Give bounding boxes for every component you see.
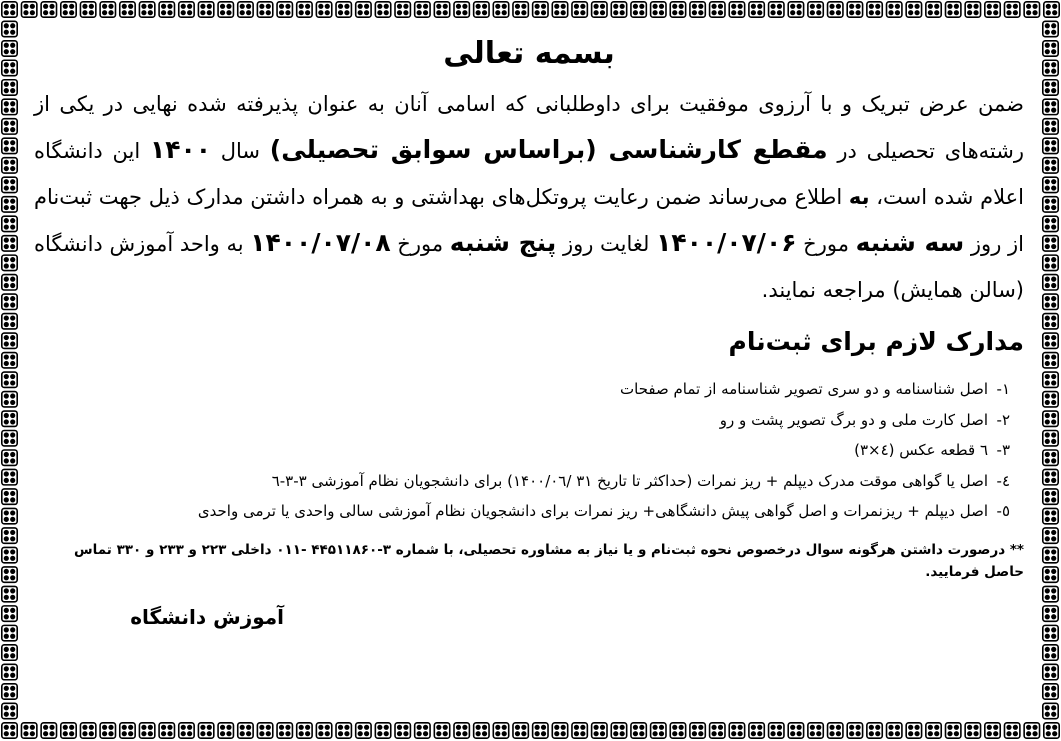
documents-heading: مدارک لازم برای ثبت‌نام [728,327,1024,356]
flower-box-icon [179,723,194,738]
flower-box-icon [21,2,36,17]
flower-box-icon [1043,567,1058,582]
flower-box-icon [1044,723,1059,738]
flower-box-icon [572,2,587,17]
intro-text-6: لغایت روز [556,232,657,256]
flower-box-icon [2,469,17,484]
item-text: ٦ قطعه عکس (٤×۳) [854,441,988,459]
flower-box-icon [2,684,17,699]
flower-box-icon [120,723,135,738]
flower-box-icon [474,2,489,17]
intro-text-8: به واحد آموزش دانشگاه (سالن همایش) مراجعه نمایند. [34,232,1024,302]
flower-box-icon [572,723,587,738]
flower-box-icon [1043,431,1058,446]
flower-box-icon [1043,197,1058,212]
flower-box-icon [1043,528,1058,543]
flower-box-icon [2,567,17,582]
flower-box-icon [1043,664,1058,679]
flower-box-icon [710,2,725,17]
flower-box-icon [828,723,843,738]
flower-box-icon [41,2,56,17]
flower-box-icon [945,723,960,738]
flower-box-icon [592,2,607,17]
flower-box-icon [2,392,17,407]
flower-box-icon [1043,80,1058,95]
flower-box-icon [2,275,17,290]
flower-box-icon [1043,314,1058,329]
flower-box-icon [2,41,17,56]
intro-text-3: این دانشگاه اعلام شده است، [34,139,1025,209]
list-item [34,405,1010,436]
intro-bold-word: به [848,185,870,209]
flower-box-icon [965,2,980,17]
flower-box-icon [1024,2,1039,17]
list-item [34,466,1010,497]
flower-box-icon [375,2,390,17]
flower-box-icon [198,723,213,738]
flower-box-icon [1043,411,1058,426]
item-number: ٤- [996,471,1010,490]
flower-box-icon [2,703,17,718]
list-item [34,374,1010,405]
flower-box-icon [828,2,843,17]
flower-box-icon [2,353,17,368]
flower-box-icon [1043,372,1058,387]
asterisk-icon: ** [1009,541,1024,558]
flower-box-icon [2,197,17,212]
page-title: بسمه تعالی [443,36,615,71]
flower-box-icon [2,586,17,601]
flower-box-icon [2,255,17,270]
flower-box-icon [2,80,17,95]
flower-box-icon [2,411,17,426]
flower-box-icon [41,723,56,738]
flower-box-icon [670,2,685,17]
admission-year: ۱۴۰۰ [149,135,212,164]
item-number: ۲- [996,410,1010,429]
flower-box-icon [395,723,410,738]
flower-box-icon [1043,353,1058,368]
flower-box-icon [1043,625,1058,640]
flower-box-icon [1043,606,1058,621]
flower-box-icon [1043,255,1058,270]
flower-box-icon [1043,547,1058,562]
flower-box-icon [2,528,17,543]
flower-box-icon [336,2,351,17]
flower-box-icon [611,723,626,738]
flower-box-icon [1043,60,1058,75]
flower-box-icon [769,723,784,738]
flower-box-icon [2,431,17,446]
flower-box-icon [887,723,902,738]
flower-box-icon [1043,99,1058,114]
start-day: سه شنبه [855,228,965,257]
flower-box-icon [61,2,76,17]
flower-box-icon [415,2,430,17]
degree-level: مقطع کارشناسی (براساس سوابق تحصیلی) [269,135,828,164]
flower-box-icon [277,723,292,738]
flower-box-icon [336,723,351,738]
flower-box-icon [80,723,95,738]
flower-box-icon [198,2,213,17]
flower-box-icon [710,723,725,738]
flower-box-icon [769,2,784,17]
flower-box-icon [316,2,331,17]
flower-box-icon [257,2,272,17]
contact-note [34,539,1024,583]
flower-box-icon [1043,684,1058,699]
flower-box-icon [395,2,410,17]
flower-box-icon [2,333,17,348]
flower-box-icon [120,2,135,17]
flower-box-icon [2,664,17,679]
flower-box-icon [965,723,980,738]
flower-box-icon [1043,119,1058,134]
flower-box-icon [238,723,253,738]
flower-box-icon [690,723,705,738]
flower-box-icon [2,60,17,75]
flower-box-icon [611,2,626,17]
flower-box-icon [238,2,253,17]
flower-box-icon [2,645,17,660]
flower-box-icon [906,723,921,738]
flower-box-icon [2,508,17,523]
start-date: ۱۴۰۰/۰۷/۰۶ [656,228,797,257]
flower-box-icon [454,723,469,738]
flower-box-icon [2,177,17,192]
flower-box-icon [887,2,902,17]
flower-box-icon [1043,333,1058,348]
flower-box-icon [218,723,233,738]
flower-box-icon [1043,508,1058,523]
flower-box-icon [356,723,371,738]
flower-box-icon [139,723,154,738]
list-item [34,496,1010,527]
flower-box-icon [1043,489,1058,504]
flower-box-icon [1043,450,1058,465]
item-text: اصل یا گواهی موقت مدرک دیپلم + ریز نمرات (حداکثر تا تاریخ ۳۱ /۱۴۰۰/۰٦) برای دانشجویان نظام آموزشی ۳-۳-٦ [271,471,988,490]
flower-box-icon [1043,216,1058,231]
flower-box-icon [749,2,764,17]
flower-box-icon [61,723,76,738]
flower-box-icon [1043,392,1058,407]
flower-box-icon [434,2,449,17]
flower-box-icon [159,2,174,17]
flower-box-icon [985,723,1000,738]
flower-box-icon [139,2,154,17]
flower-box-icon [2,723,17,738]
flower-box-icon [513,723,528,738]
flower-box-icon [867,2,882,17]
end-date: ۱۴۰۰/۰۷/۰۸ [250,228,391,257]
flower-box-icon [945,2,960,17]
flower-box-icon [1004,2,1019,17]
flower-box-icon [552,723,567,738]
flower-box-icon [1043,158,1058,173]
flower-box-icon [1043,586,1058,601]
flower-box-icon [670,723,685,738]
flower-box-icon [1043,469,1058,484]
flower-box-icon [2,314,17,329]
flower-box-icon [80,2,95,17]
flower-box-icon [1043,645,1058,660]
flower-box-icon [749,723,764,738]
flower-box-icon [631,2,646,17]
flower-box-icon [493,723,508,738]
flower-box-icon [2,21,17,36]
intro-text-2: سال [211,139,270,163]
flower-box-icon [1043,294,1058,309]
flower-box-icon [808,723,823,738]
item-text: اصل کارت ملی و دو برگ تصویر پشت و رو [719,410,988,429]
flower-box-icon [513,2,528,17]
flower-box-icon [1044,2,1059,17]
flower-box-icon [2,236,17,251]
flower-box-icon [21,723,36,738]
item-number: ۳- [996,441,1010,459]
flower-box-icon [2,372,17,387]
flower-box-icon [1004,723,1019,738]
flower-box-icon [297,2,312,17]
flower-box-icon [2,625,17,640]
flower-box-icon [2,547,17,562]
flower-box-icon [257,723,272,738]
flower-box-icon [788,723,803,738]
flower-box-icon [1043,138,1058,153]
flower-box-icon [2,294,17,309]
flower-box-icon [100,723,115,738]
flower-box-icon [1043,21,1058,36]
intro-text-5: مورخ [796,232,856,256]
flower-box-icon [100,2,115,17]
flower-box-icon [2,450,17,465]
flower-box-icon [552,2,567,17]
flower-box-icon [493,2,508,17]
flower-box-icon [375,723,390,738]
flower-box-icon [985,2,1000,17]
flower-box-icon [2,99,17,114]
flower-box-icon [847,723,862,738]
announcement [34,30,1024,629]
flower-box-icon [651,723,666,738]
item-number: ٥- [996,502,1010,520]
signature: آموزش دانشگاه [130,604,284,629]
flower-box-icon [2,158,17,173]
item-text: اصل دیپلم + ریزنمرات و اصل گواهی پیش دانشگاهی+ ریز نمرات برای دانشجویان نظام آموزشی سالی واحدی یا ترمی واحدی [197,502,988,520]
flower-box-icon [454,2,469,17]
flower-box-icon [847,2,862,17]
flower-box-icon [2,489,17,504]
item-number: ۱- [996,380,1010,398]
flower-box-icon [651,2,666,17]
flower-box-icon [2,138,17,153]
flower-box-icon [808,2,823,17]
flower-box-icon [2,606,17,621]
flower-box-icon [788,2,803,17]
flower-box-icon [926,723,941,738]
intro-text-4: اطلاع می‌رساند ضمن رعایت پروتکل‌های بهداشتی و به همراه داشتن مدارک ذیل جهت ثبت‌نام از روز [34,185,1024,256]
list-item [34,435,1010,466]
item-text: اصل شناسنامه و دو سری تصویر شناسنامه از تمام صفحات [620,380,988,398]
intro-text-1: ضمن عرض تبریک و با آرزوی موفقیت برای داوطلبانی که اسامی آنان به عنوان پذیرفته شده نهایی در یکی از رشته‌های تحصیلی در [34,92,1024,163]
flower-box-icon [434,723,449,738]
flower-box-icon [159,723,174,738]
flower-box-icon [316,723,331,738]
flower-box-icon [2,216,17,231]
flower-box-icon [1043,177,1058,192]
end-day: پنج شنبه [449,228,557,257]
flower-box-icon [926,2,941,17]
flower-box-icon [1043,41,1058,56]
flower-box-icon [1024,723,1039,738]
flower-box-icon [1043,703,1058,718]
flower-box-icon [2,2,17,17]
flower-box-icon [297,723,312,738]
flower-box-icon [1043,236,1058,251]
flower-box-icon [474,723,489,738]
flower-box-icon [729,2,744,17]
flower-box-icon [690,2,705,17]
contact-note-text: درصورت داشتن هرگونه سوال درخصوص نحوه ثبت‌نام و یا نیاز به مشاوره تحصیلی، با شماره ۳-۴۴۵۱۱۸۶۰ -۰۱۱ داخلی ۲۲۳ و ۲۳۳ و ۳۳۰ تماس حاصل فرمایید. [74,541,1024,580]
flower-box-icon [906,2,921,17]
flower-box-icon [533,2,548,17]
intro-text-7: مورخ [390,232,450,256]
flower-box-icon [356,2,371,17]
flower-box-icon [867,723,882,738]
flower-box-icon [631,723,646,738]
flower-box-icon [415,723,430,738]
flower-box-icon [729,723,744,738]
flower-box-icon [2,119,17,134]
flower-box-icon [1043,275,1058,290]
flower-box-icon [592,723,607,738]
flower-box-icon [179,2,194,17]
intro-paragraph [34,81,1024,313]
flower-box-icon [533,723,548,738]
flower-box-icon [218,2,233,17]
documents-list [34,374,1024,527]
flower-box-icon [277,2,292,17]
